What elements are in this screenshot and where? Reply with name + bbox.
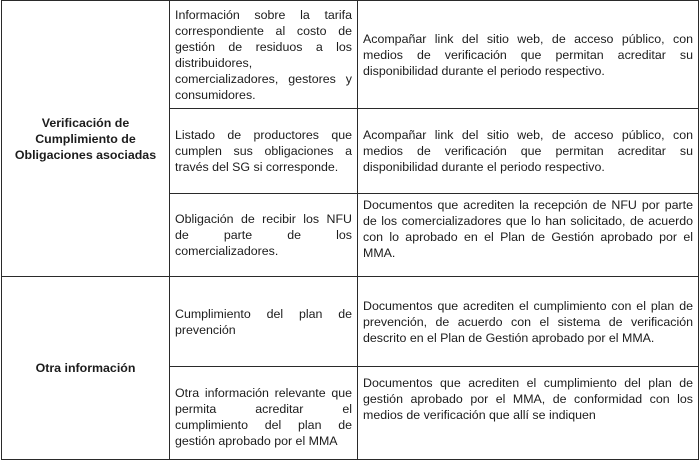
verification-means-cell: Acompañar link del sitio web, de acceso público, con medios de verificación que permitan acreditar su disponibilidad durante el periodo respectivo. — [358, 1, 699, 109]
requirement-cell: Listado de productores que cumplen sus obligaciones a través del SG si corresponde. — [170, 109, 358, 194]
table-row — [2, 1, 699, 109]
section-title-otra-informacion: Otra información — [2, 277, 170, 460]
verification-means-cell: Documentos que acrediten el cumplimiento con el plan de prevención, de acuerdo con el sistema de verificación descrito en el Plan de Gestión aprobado por el MMA. — [358, 277, 699, 367]
table-row — [2, 277, 699, 367]
verification-means-cell: Documentos que acrediten el cumplimiento del plan de gestión aprobado por el MMA, de conformidad con los medios de verificación que allí se indiquen — [358, 367, 699, 460]
requirement-cell: Cumplimiento del plan de prevención — [170, 277, 358, 367]
requirement-cell: Otra información relevante que permita acreditar el cumplimiento del plan de gestión aprobado por el MMA — [170, 367, 358, 460]
verification-means-cell: Documentos que acrediten la recepción de NFU por parte de los comercializadores que lo han solicitado, de acuerdo con lo aprobado en el Plan de Gestión aprobado por el MMA. — [358, 194, 699, 277]
verification-means-cell: Acompañar link del sitio web, de acceso público, con medios de verificación que permitan acreditar su disponibilidad durante el periodo respectivo. — [358, 109, 699, 194]
verification-table — [1, 0, 699, 460]
requirement-cell: Información sobre la tarifa correspondiente al costo de gestión de residuos a los distribuidores, comercializadores, gestores y consumidores. — [170, 1, 358, 109]
requirement-cell: Obligación de recibir los NFU de parte de los comercializadores. — [170, 194, 358, 277]
section-title-verificacion: Verificación de Cumplimiento de Obligaciones asociadas — [2, 1, 170, 277]
